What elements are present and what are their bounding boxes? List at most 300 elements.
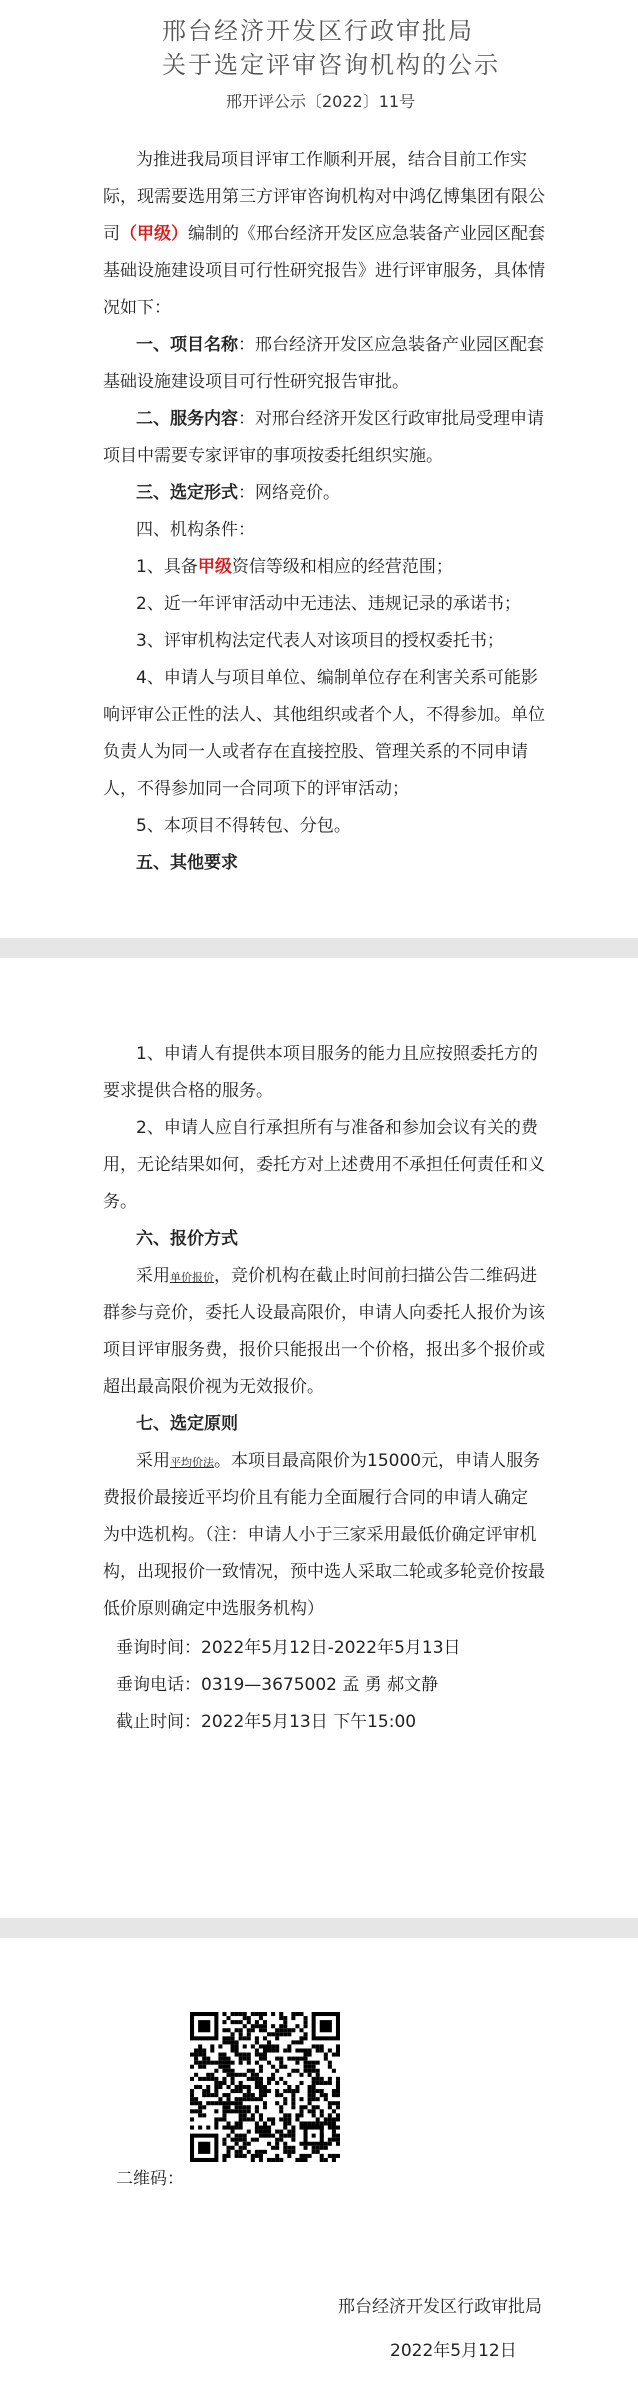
- qr-module: [226, 2028, 230, 2032]
- qr-module: [243, 2138, 247, 2142]
- qr-module: [271, 2044, 275, 2048]
- qr-module: [210, 2101, 214, 2105]
- quote-method-line: [136, 1265, 537, 1289]
- quote-text: 超出最高限价视为无效报价。: [103, 1377, 324, 1397]
- qr-module: [304, 2158, 308, 2162]
- qr-module: [243, 2016, 247, 2020]
- section-text: ：网络竞价。: [238, 483, 340, 503]
- qr-module: [287, 2085, 291, 2089]
- qr-module: [320, 2154, 324, 2158]
- qr-module: [202, 2105, 206, 2109]
- qr-module: [275, 2069, 279, 2073]
- qr-module: [332, 2154, 336, 2158]
- qr-module: [320, 2044, 324, 2048]
- qr-module: [328, 2061, 332, 2065]
- qr-module: [255, 2061, 259, 2065]
- qr-module: [308, 2065, 312, 2069]
- qr-module: [243, 2036, 247, 2040]
- qr-module: [239, 2032, 243, 2036]
- qr-module: [259, 2077, 263, 2081]
- qr-module: [239, 2154, 243, 2158]
- principle-text: 低价原则确定中选服务机构）: [103, 1599, 324, 1619]
- qr-module: [287, 2073, 291, 2077]
- qr-module: [243, 2085, 247, 2089]
- qr-module: [267, 2117, 271, 2121]
- qr-module: [194, 2109, 198, 2113]
- qr-module: [243, 2097, 247, 2101]
- qr-module: [316, 2048, 320, 2052]
- qr-module: [271, 2121, 275, 2125]
- qr-module: [239, 2113, 243, 2117]
- inquiry-phone: 垂询电话：0319—3675002 孟 勇 郝文静: [116, 1675, 439, 1695]
- qr-module: [295, 2113, 299, 2117]
- qr-module: [247, 2016, 251, 2020]
- qr-module: [291, 2016, 295, 2020]
- qr-module: [316, 2121, 320, 2125]
- qr-module: [275, 2036, 279, 2040]
- qr-module: [235, 2040, 239, 2044]
- qr-module: [210, 2048, 214, 2052]
- qr-module: [255, 2053, 259, 2057]
- qr-module: [275, 2154, 279, 2158]
- qr-module: [287, 2130, 291, 2134]
- qr-module: [283, 2048, 287, 2052]
- qr-module: [259, 2069, 263, 2073]
- qr-module: [283, 2101, 287, 2105]
- qr-module: [324, 2146, 328, 2150]
- qr-module: [222, 2069, 226, 2073]
- qr-module: [202, 2089, 206, 2093]
- qr-module: [239, 2020, 243, 2024]
- qr-module: [332, 2089, 336, 2093]
- qr-module: [271, 2117, 275, 2121]
- qr-module: [247, 2085, 251, 2089]
- qr-module: [255, 2048, 259, 2052]
- qr-module: [299, 2081, 303, 2085]
- qr-module: [259, 2053, 263, 2057]
- qr-module: [239, 2146, 243, 2150]
- qr-module: [312, 2069, 316, 2073]
- qr-module: [291, 2130, 295, 2134]
- qr-module: [214, 2061, 218, 2065]
- qr-module: [259, 2126, 263, 2130]
- qr-module: [251, 2044, 255, 2048]
- qr-module: [304, 2020, 308, 2024]
- qr-module: [259, 2154, 263, 2158]
- qr-module: [267, 2040, 271, 2044]
- qr-module: [243, 2073, 247, 2077]
- qr-module: [235, 2101, 239, 2105]
- qr-module: [287, 2146, 291, 2150]
- qr-module: [243, 2113, 247, 2117]
- document-number: 邢开评公示〔2022〕11号: [226, 92, 416, 111]
- qr-module: [222, 2020, 226, 2024]
- qr-module: [259, 2028, 263, 2032]
- qr-module: [231, 2138, 235, 2142]
- signature-date: 2022年5月12日: [390, 2341, 517, 2361]
- condition-text: 人，不得参加同一合同项下的评审活动；: [103, 779, 409, 799]
- qr-module: [295, 2089, 299, 2093]
- qr-module: [332, 2109, 336, 2113]
- qr-module: [214, 2085, 218, 2089]
- qr-module: [263, 2105, 267, 2109]
- qr-module: [235, 2150, 239, 2154]
- qr-module: [235, 2085, 239, 2089]
- qr-module: [279, 2093, 283, 2097]
- qr-module: [251, 2069, 255, 2073]
- qr-module: [283, 2028, 287, 2032]
- qr-module: [263, 2130, 267, 2134]
- qr-module: [320, 2077, 324, 2081]
- qr-module: [239, 2053, 243, 2057]
- qr-module: [222, 2036, 226, 2040]
- selection-principle-line: [136, 1450, 540, 1474]
- qr-module: [259, 2117, 263, 2121]
- qr-module: [267, 2158, 271, 2162]
- qr-module: [226, 2126, 230, 2130]
- qr-module: [283, 2020, 287, 2024]
- qr-module: [332, 2158, 336, 2162]
- qr-module: [235, 2097, 239, 2101]
- qr-module: [275, 2028, 279, 2032]
- qr-module: [271, 2032, 275, 2036]
- qr-module: [275, 2138, 279, 2142]
- qr-module: [190, 2065, 194, 2069]
- qr-module: [279, 2024, 283, 2028]
- qr-module: [198, 2044, 202, 2048]
- principle-text: 采用: [136, 1451, 170, 1471]
- qr-module: [235, 2089, 239, 2093]
- condition-text: 1、具备: [136, 557, 198, 577]
- qr-module: [259, 2024, 263, 2028]
- qr-module: [308, 2069, 312, 2073]
- qr-module: [231, 2036, 235, 2040]
- qr-module: [218, 2044, 222, 2048]
- grade-highlight: （甲级）: [120, 224, 188, 244]
- qr-module: [239, 2126, 243, 2130]
- section-text: ：邢台经济开发区应急装备产业园区配套: [238, 335, 544, 355]
- qr-module: [275, 2142, 279, 2146]
- qr-module: [198, 2020, 210, 2032]
- deadline: 截止时间：2022年5月13日 下午15:00: [116, 1712, 417, 1732]
- intro-line: 为推进我局项目评审工作顺利开展，结合目前工作实: [136, 150, 527, 170]
- qr-module: [222, 2057, 226, 2061]
- qr-module: [210, 2077, 214, 2081]
- qr-module: [202, 2057, 206, 2061]
- qr-module: [320, 2113, 324, 2117]
- qr-module: [218, 2085, 222, 2089]
- qr-module: [271, 2073, 275, 2077]
- qr-module: [267, 2142, 271, 2146]
- qr-module: [251, 2028, 255, 2032]
- qr-module: [239, 2061, 243, 2065]
- qr-module: [332, 2134, 336, 2138]
- qr-module: [332, 2101, 336, 2105]
- qr-module: [247, 2061, 251, 2065]
- condition-text: 资信等级和相应的经营范围；: [231, 557, 453, 577]
- title-line-2: 关于选定评审咨询机构的公示: [162, 51, 500, 79]
- quote-text: ，竞价机构在截止时间前扫描公告二维码进: [214, 1266, 537, 1286]
- qr-module: [279, 2117, 283, 2121]
- qr-module: [267, 2032, 271, 2036]
- qr-module: [194, 2085, 198, 2089]
- qr-module: [255, 2121, 259, 2125]
- qr-module: [247, 2036, 251, 2040]
- quote-text: 项目评审服务费，报价只能报出一个价格，报出多个报价或: [103, 1340, 545, 1360]
- qr-module: [283, 2117, 287, 2121]
- qr-module: [320, 2146, 324, 2150]
- qr-module: [222, 2061, 226, 2065]
- inquiry-time: 垂询时间：2022年5月12日-2022年5月13日: [116, 1638, 461, 1658]
- qr-module: [222, 2142, 226, 2146]
- principle-text: 费报价最接近平均价且有能力全面履行合同的申请人确定: [103, 1488, 528, 1508]
- qr-module: [243, 2117, 247, 2121]
- qr-module: [275, 2130, 279, 2134]
- qr-module: [299, 2073, 303, 2077]
- qr-module: [222, 2138, 226, 2142]
- qr-module: [316, 2105, 320, 2109]
- qr-module: [202, 2113, 206, 2117]
- qr-module: [291, 2138, 295, 2142]
- section-heading: 三、选定形式: [136, 483, 238, 503]
- qr-module: [291, 2089, 295, 2093]
- qr-module: [291, 2057, 295, 2061]
- qr-module: [275, 2146, 279, 2150]
- qr-module: [299, 2048, 303, 2052]
- qr-module: [190, 2097, 194, 2101]
- qr-module: [263, 2121, 267, 2125]
- qr-module: [202, 2093, 206, 2097]
- qr-module: [291, 2097, 295, 2101]
- qr-module: [218, 2053, 222, 2057]
- qr-module: [251, 2073, 255, 2077]
- qr-module: [291, 2101, 295, 2105]
- qr-module: [267, 2044, 271, 2048]
- qr-module: [263, 2048, 267, 2052]
- qr-module: [247, 2130, 251, 2134]
- page-separator: [0, 1918, 638, 1938]
- intro-line: 基础设施建设项目可行性研究报告》进行评审服务，具体情: [103, 261, 545, 281]
- qr-module: [267, 2130, 271, 2134]
- qr-module: [320, 2093, 324, 2097]
- qr-module: [235, 2044, 239, 2048]
- qr-module: [304, 2154, 308, 2158]
- qr-module: [312, 2085, 316, 2089]
- qr-module: [251, 2077, 255, 2081]
- qr-module: [243, 2154, 247, 2158]
- qr-module: [259, 2089, 263, 2093]
- qr-module: [243, 2146, 247, 2150]
- qr-module: [267, 2134, 271, 2138]
- qr-module: [291, 2146, 295, 2150]
- qr-module: [279, 2012, 283, 2016]
- qr-module: [259, 2158, 263, 2162]
- quote-text: 群参与竞价，委托人设最高限价，申请人向委托人报价为该: [103, 1303, 545, 1323]
- qr-module: [235, 2053, 239, 2057]
- principle-text: 。本项目最高限价为15000元，申请人服务: [214, 1451, 541, 1471]
- qr-module: [295, 2040, 299, 2044]
- qr-module: [316, 2073, 320, 2077]
- qr-module: [308, 2093, 312, 2097]
- qr-module: [243, 2134, 247, 2138]
- qr-module: [295, 2069, 299, 2073]
- qr-module: [316, 2081, 320, 2085]
- qr-module: [291, 2126, 295, 2130]
- qr-module: [255, 2105, 259, 2109]
- requirement-item: 1、申请人有提供本项目服务的能力且应按照委托方的: [136, 1044, 538, 1064]
- qr-module: [312, 2061, 316, 2065]
- qr-module: [279, 2158, 283, 2162]
- requirement-text: 务。: [103, 1192, 137, 1212]
- qr-module: [190, 2089, 194, 2093]
- qr-module: [251, 2093, 255, 2097]
- qr-module: [316, 2069, 320, 2073]
- requirement-text: 要求提供合格的服务。: [103, 1081, 273, 1101]
- qr-module: [316, 2077, 320, 2081]
- qr-module: [206, 2061, 210, 2065]
- qr-module: [283, 2126, 287, 2130]
- qr-module: [328, 2121, 332, 2125]
- qr-module: [316, 2150, 320, 2154]
- qr-module: [312, 2105, 316, 2109]
- intro-line: 际，现需要选用第三方评审咨询机构对中鸿亿博集团有限公: [103, 187, 545, 207]
- qr-module: [259, 2081, 263, 2085]
- qr-module: [239, 2101, 243, 2105]
- qr-module: [247, 2105, 251, 2109]
- qr-module: [320, 2089, 324, 2093]
- qr-module: [312, 2150, 316, 2154]
- qr-module: [255, 2081, 259, 2085]
- qr-module: [210, 2073, 214, 2077]
- qr-module: [287, 2154, 291, 2158]
- qr-module: [259, 2130, 263, 2134]
- qr-module: [308, 2061, 312, 2065]
- qr-module: [336, 2048, 340, 2052]
- qr-module: [231, 2089, 235, 2093]
- qr-module: [235, 2109, 239, 2113]
- qr-module: [198, 2126, 202, 2130]
- principle-text: 构，出现报价一致情况，预中选人采取二轮或多轮竞价按最: [103, 1562, 545, 1582]
- qr-module: [222, 2105, 226, 2109]
- qr-module: [312, 2146, 316, 2150]
- qr-module: [291, 2040, 295, 2044]
- qr-module: [255, 2154, 259, 2158]
- qr-module: [239, 2085, 243, 2089]
- section-heading: 二、服务内容: [136, 409, 238, 429]
- qr-module: [299, 2126, 303, 2130]
- qr-module: [291, 2012, 295, 2016]
- qr-module: [202, 2061, 206, 2065]
- qr-module: [222, 2109, 226, 2113]
- qr-module: [243, 2044, 247, 2048]
- qr-module: [287, 2044, 291, 2048]
- qr-module: [247, 2089, 251, 2093]
- qr-module: [312, 2121, 316, 2125]
- qr-module: [328, 2101, 332, 2105]
- qr-module: [336, 2113, 340, 2117]
- qr-module: [312, 2113, 316, 2117]
- qr-module: [287, 2150, 291, 2154]
- qr-module: [210, 2061, 214, 2065]
- qr-module: [304, 2024, 308, 2028]
- qr-module: [263, 2085, 267, 2089]
- qr-module: [222, 2158, 226, 2162]
- qr-module: [226, 2150, 230, 2154]
- qr-module: [263, 2036, 267, 2040]
- qr-module: [194, 2061, 198, 2065]
- qr-module: [308, 2121, 312, 2125]
- quote-text: 采用: [136, 1266, 170, 1286]
- qr-module: [202, 2048, 206, 2052]
- qr-module: [279, 2065, 283, 2069]
- qr-module: [198, 2101, 202, 2105]
- title-line-1: 邢台经济开发区行政审批局: [162, 17, 474, 45]
- qr-module: [332, 2126, 336, 2130]
- qr-module: [255, 2020, 259, 2024]
- qr-module: [231, 2012, 235, 2016]
- qr-module: [255, 2040, 259, 2044]
- qr-module: [332, 2138, 336, 2142]
- qr-module: [190, 2109, 194, 2113]
- qr-module: [283, 2089, 287, 2093]
- qr-module: [308, 2048, 312, 2052]
- qr-module: [198, 2061, 202, 2065]
- qr-module: [295, 2158, 299, 2162]
- qr-module: [239, 2036, 243, 2040]
- qr-module: [336, 2154, 340, 2158]
- qr-module: [283, 2016, 287, 2020]
- qr-module: [214, 2069, 218, 2073]
- qr-module: [222, 2028, 226, 2032]
- qr-module: [255, 2036, 259, 2040]
- qr-module: [255, 2012, 259, 2016]
- qr-module: [259, 2150, 263, 2154]
- qr-code[interactable]: [190, 2012, 340, 2162]
- qr-module: [239, 2121, 243, 2125]
- qr-module: [202, 2077, 206, 2081]
- qr-module: [304, 2016, 308, 2020]
- qr-module: [198, 2065, 202, 2069]
- qr-module: [279, 2016, 283, 2020]
- quote-method-term: 单价报价: [170, 1271, 214, 1284]
- qr-module: [275, 2032, 279, 2036]
- qr-module: [251, 2024, 255, 2028]
- qr-module: [336, 2142, 340, 2146]
- qr-module: [287, 2113, 291, 2117]
- qr-module: [239, 2134, 243, 2138]
- qr-module: [283, 2150, 287, 2154]
- qr-module: [271, 2012, 275, 2016]
- qr-module: [259, 2016, 263, 2020]
- qr-module: [222, 2126, 226, 2130]
- qr-module: [259, 2012, 263, 2016]
- qr-module: [255, 2097, 259, 2101]
- qr-module: [214, 2077, 218, 2081]
- qr-module: [206, 2085, 210, 2089]
- qr-module: [320, 2020, 332, 2032]
- qr-module: [336, 2138, 340, 2142]
- qr-module: [328, 2105, 332, 2109]
- qr-module: [239, 2097, 243, 2101]
- qr-module: [235, 2121, 239, 2125]
- qr-module: [275, 2158, 279, 2162]
- qr-module: [198, 2085, 202, 2089]
- qr-module: [299, 2040, 303, 2044]
- section-project-name: [136, 334, 544, 356]
- intro-text: 编制的《邢台经济开发区应急装备产业园区配套: [188, 224, 545, 244]
- qr-module: [320, 2158, 324, 2162]
- qr-module: [263, 2126, 267, 2130]
